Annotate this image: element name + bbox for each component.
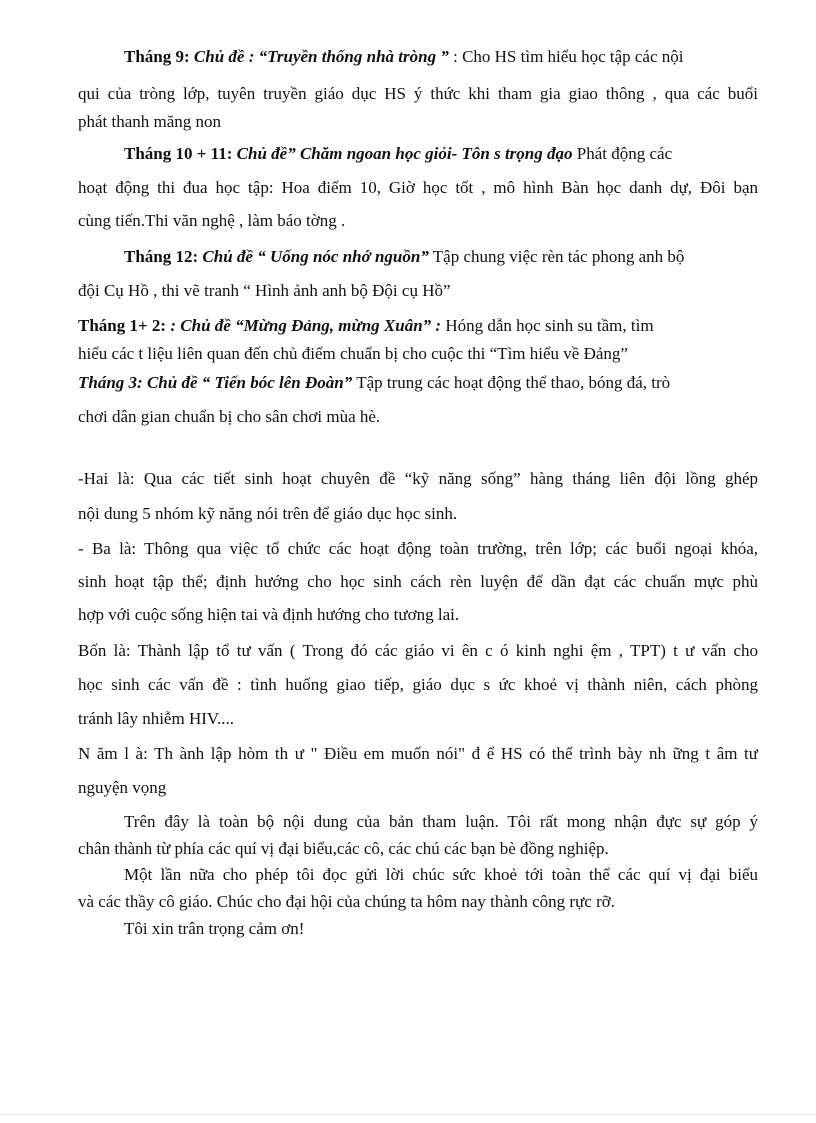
month3-topic: Tháng 3: Chủ đề “ Tiến bóc lên Đoàn” xyxy=(78,373,353,392)
month12-label: Tháng 12: xyxy=(124,247,199,266)
fourth-point-line1: Bốn là: Thành lập tổ tư vấn ( Trong đó các giáo vi ên c ó kinh nghi ệm , TPT) t ư vấn cho xyxy=(78,641,758,660)
month10-11-topic: Chủ đề” Chăm ngoan học giỏi- Tôn s trọng đạo xyxy=(236,144,573,163)
page-bottom-divider xyxy=(0,1114,816,1115)
month12-line2: đội Cụ Hồ , thi vẽ tranh “ Hình ảnh anh bộ Đội cụ Hồ” xyxy=(78,281,451,300)
month12-topic: Chủ đề “ Uống nóc nhớ nguồn” xyxy=(202,247,429,266)
closing-line2: chân thành từ phía các quí vị đại biểu,các cô, các chú các bạn bè đồng nghiệp. xyxy=(78,839,609,858)
month10-11-line3: cùng tiến.Thi văn nghệ , làm báo tờng . xyxy=(78,211,346,230)
month1-2-text1: Hóng dẫn học sinh su tầm, tìm xyxy=(445,316,654,335)
fourth-point-line2: học sinh các vấn đề : tình huống giao tiếp, giáo dục s ức khoẻ vị thành niên, cách phòng xyxy=(78,675,758,694)
month1-2-line1 xyxy=(78,315,758,337)
month1-2-line2: hiểu các t liệu liên quan đến chủ điểm chuẩn bị cho cuộc thi “Tìm hiểu về Đảng” xyxy=(78,344,628,363)
month12-text1: Tập chung việc rèn tác phong anh bộ xyxy=(432,247,685,266)
month9-line3: phát thanh măng non xyxy=(78,112,222,131)
month9-line1 xyxy=(124,46,758,68)
third-point-line3: hợp với cuộc sống hiện tai và định hướng cho tương lai. xyxy=(78,605,460,624)
month3-line2: chơi dân gian chuẩn bị cho sân chơi mùa hè. xyxy=(78,407,381,426)
month10-11-line2: hoạt động thi đua học tập: Hoa điểm 10, Giờ học tốt , mô hình Bàn học danh dự, Đôi bạn xyxy=(78,178,758,197)
month9-topic: Chủ đề : “Truyền thống nhà tròng ” xyxy=(193,47,449,66)
month10-11-text1: Phát động các xyxy=(576,144,673,163)
closing-line1: Trên đây là toàn bộ nội dung của bản tham luận. Tôi rất mong nhận đực sự góp ý xyxy=(124,812,758,831)
month9-label: Tháng 9: xyxy=(124,47,190,66)
second-point-line1: -Hai là: Qua các tiết sinh hoạt chuyên đề “kỹ năng sống” hàng tháng liên đội lồng ghép xyxy=(78,469,758,488)
wishes-line1: Một lần nữa cho phép tôi đọc gửi lời chúc sức khoẻ tới toàn thể các quí vị đại biểu xyxy=(124,865,758,884)
third-point-line1: - Ba là: Thông qua việc tổ chức các hoạt động toàn trường, trên lớp; các buổi ngoại khóa, xyxy=(78,539,758,558)
month9-line2: qui của tròng lớp, tuyên truyền giáo dục HS ý thức khi tham gia giao thông , qua các buổi xyxy=(78,84,758,103)
month1-2-label: Tháng 1+ 2: xyxy=(78,316,167,335)
month3-text1: Tập trung các hoạt động thể thao, bóng đá, trò xyxy=(356,373,671,392)
thanks-line: Tôi xin trân trọng cảm ơn! xyxy=(124,919,305,938)
fifth-point-line2: nguyện vọng xyxy=(78,778,167,797)
wishes-line2: và các thầy cô giáo. Chúc cho đại hội của chúng ta hôm nay thành công rực rỡ. xyxy=(78,892,615,911)
month10-11-label: Tháng 10 + 11: xyxy=(124,144,233,163)
fifth-point-line1: N ăm l à: Th ành lập hòm th ư " Điều em muốn nói" đ ể HS có thể trình bày nh ững t âm tư xyxy=(78,744,758,763)
month1-2-topic: : Chủ đề “Mừng Đảng, mừng Xuân” : xyxy=(170,316,442,335)
month12-line1 xyxy=(124,246,758,268)
fourth-point-line3: tránh lây nhiễm HIV.... xyxy=(78,709,234,728)
month10-11-line1 xyxy=(124,143,758,165)
month9-text1: : Cho HS tìm hiểu học tập các nội xyxy=(453,47,684,66)
third-point-line2: sinh hoạt tập thể; định hướng cho học sinh cách rèn luyện để dần đạt các chuẩn mực phù xyxy=(78,572,758,591)
second-point-line2: nội dung 5 nhóm kỹ năng nói trên để giáo dục học sinh. xyxy=(78,504,458,523)
month3-line1 xyxy=(78,372,758,394)
